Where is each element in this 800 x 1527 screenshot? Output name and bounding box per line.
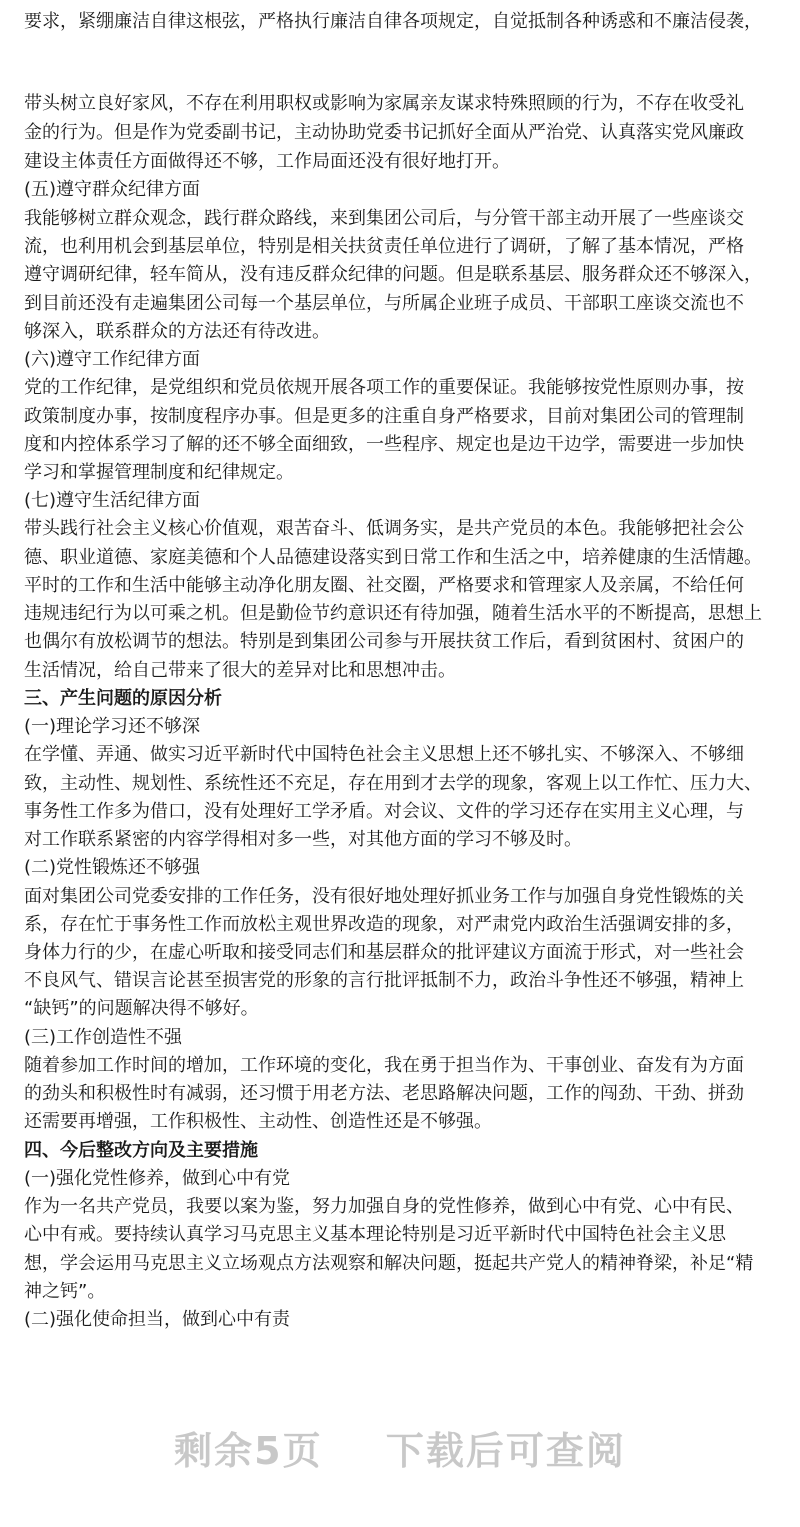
paragraph-line: 要求，紧绷廉洁自律这根弦，严格执行廉洁自律各项规定，自觉抵制各种诱惑和不廉洁侵袭， — [24, 11, 762, 32]
paragraph-line: 面对集团公司党委安排的工作任务，没有很好地处理好抓业务工作与加强自身党性锻炼的关 — [24, 886, 744, 907]
paragraph-line: 我能够树立群众观念，践行群众路线，来到集团公司后，与分管干部主动开展了一些座谈交 — [24, 208, 744, 229]
paragraph-line: 对工作联系紧密的内容学得相对多一些，对其他方面的学习不够及时。 — [24, 829, 582, 850]
paragraph-line: 生活情况，给自己带来了很大的差异对比和思想冲击。 — [24, 660, 456, 681]
subsection-heading: (七)遵守生活纪律方面 — [24, 490, 201, 511]
paragraph-line: 致，主动性、规划性、系统性还不充足，存在用到才去学的现象，客观上以工作忙、压力大、 — [24, 773, 762, 794]
subsection-heading: (三)工作创造性不强 — [24, 1027, 183, 1048]
paragraph-line: 党的工作纪律，是党组织和党员依规开展各项工作的重要保证。我能够按党性原则办事，按 — [24, 377, 744, 398]
download-prompt[interactable] — [0, 1420, 800, 1475]
paragraph-line: 也偶尔有放松调节的想法。特别是到集团公司参与开展扶贫工作后，看到贫困村、贫困户的 — [24, 631, 744, 652]
paragraph-line: 够深入，联系群众的方法还有待改进。 — [24, 321, 330, 342]
paragraph-line: 随着参加工作时间的增加，工作环境的变化，我在勇于担当作为、干事创业、奋发有为方面 — [24, 1055, 744, 1076]
paragraph-line: 度和内控体系学习了解的还不够全面细致，一些程序、规定也是边干边学，需要进一步加快 — [24, 434, 744, 455]
subsection-heading: (二)党性锻炼还不够强 — [24, 857, 201, 878]
paragraph-line: “缺钙”的问题解决得不够好。 — [24, 998, 259, 1019]
paragraph-line: 违规违纪行为以可乘之机。但是勤俭节约意识还有待加强，随着生活水平的不断提高，思想上 — [24, 603, 762, 624]
paragraph-line: 金的行为。但是作为党委副书记，主动协助党委书记抓好全面从严治党、认真落实党风廉政 — [24, 122, 744, 143]
paragraph-line: 身体力行的少，在虚心听取和接受同志们和基层群众的批评建议方面流于形式，对一些社会 — [24, 942, 744, 963]
subsection-heading: (二)强化使命担当，做到心中有责 — [24, 1309, 291, 1330]
paragraph-line: 学习和掌握管理制度和纪律规定。 — [24, 462, 294, 483]
paragraph-line: 到目前还没有走遍集团公司每一个基层单位，与所属企业班子成员、干部职工座谈交流也不 — [24, 293, 744, 314]
paragraph-line: 的劲头和积极性时有减弱，还习惯于用老方法、老思路解决问题，工作的闯劲、干劲、拼劲 — [24, 1083, 744, 1104]
subsection-heading: (一)强化党性修养，做到心中有党 — [24, 1168, 291, 1189]
paragraph-line: 平时的工作和生活中能够主动净化朋友圈、社交圈，严格要求和管理家人及亲属，不给任何 — [24, 575, 744, 596]
paragraph-line: 心中有戒。要持续认真学习马克思主义基本理论特别是习近平新时代中国特色社会主义思 — [24, 1224, 726, 1245]
paragraph-line: 带头践行社会主义核心价值观，艰苦奋斗、低调务实，是共产党员的本色。我能够把社会公 — [24, 518, 744, 539]
subsection-heading: (五)遵守群众纪律方面 — [24, 179, 201, 200]
subsection-heading: (一)理论学习还不够深 — [24, 716, 201, 737]
paragraph-line: 在学懂、弄通、做实习近平新时代中国特色社会主义思想上还不够扎实、不够深入、不够细 — [24, 744, 744, 765]
paragraph-line: 神之钙”。 — [24, 1281, 106, 1302]
paragraph-line: 流，也利用机会到基层单位，特别是相关扶贫责任单位进行了调研，了解了基本情况，严格 — [24, 236, 744, 257]
paragraph-line: 想，学会运用马克思主义立场观点方法观察和解决问题，挺起共产党人的精神脊梁，补足“精 — [24, 1253, 754, 1274]
paragraph-line: 不良风气、错误言论甚至损害党的形象的言行批评抵制不力，政治斗争性还不够强，精神上 — [24, 970, 744, 991]
paragraph-line: 带头树立良好家风，不存在利用职权或影响为家属亲友谋求特殊照顾的行为，不存在收受礼 — [24, 93, 744, 114]
subsection-heading: (六)遵守工作纪律方面 — [24, 349, 201, 370]
paragraph-line: 建设主体责任方面做得还不够，工作局面还没有很好地打开。 — [24, 151, 510, 172]
paragraph-line: 德、职业道德、家庭美德和个人品德建设落实到日常工作和生活之中，培养健康的生活情趣。 — [24, 547, 762, 568]
paragraph-line: 遵守调研纪律，轻车简从，没有违反群众纪律的问题。但是联系基层、服务群众还不够深入， — [24, 264, 762, 285]
paragraph-line: 还需要再增强，工作积极性、主动性、创造性还是不够强。 — [24, 1111, 492, 1132]
section-heading: 三、产生问题的原因分析 — [24, 688, 222, 709]
paragraph-line: 事务性工作多为借口，没有处理好工学矛盾。对会议、文件的学习还存在实用主义心理，与 — [24, 801, 744, 822]
paragraph-line: 系，存在忙于事务性工作而放松主观世界改造的现象，对严肃党内政治生活强调安排的多， — [24, 914, 744, 935]
download-to-view-label: 下载后可查阅 — [385, 1429, 626, 1473]
paragraph-line: 作为一名共产党员，我要以案为鉴，努力加强自身的党性修养，做到心中有党、心中有民、 — [24, 1196, 744, 1217]
remaining-pages-label: 剩余5页 — [174, 1429, 323, 1473]
section-heading: 四、今后整改方向及主要措施 — [24, 1140, 258, 1161]
paragraph-line: 政策制度办事，按制度程序办事。但是更多的注重自身严格要求，目前对集团公司的管理制 — [24, 406, 744, 427]
